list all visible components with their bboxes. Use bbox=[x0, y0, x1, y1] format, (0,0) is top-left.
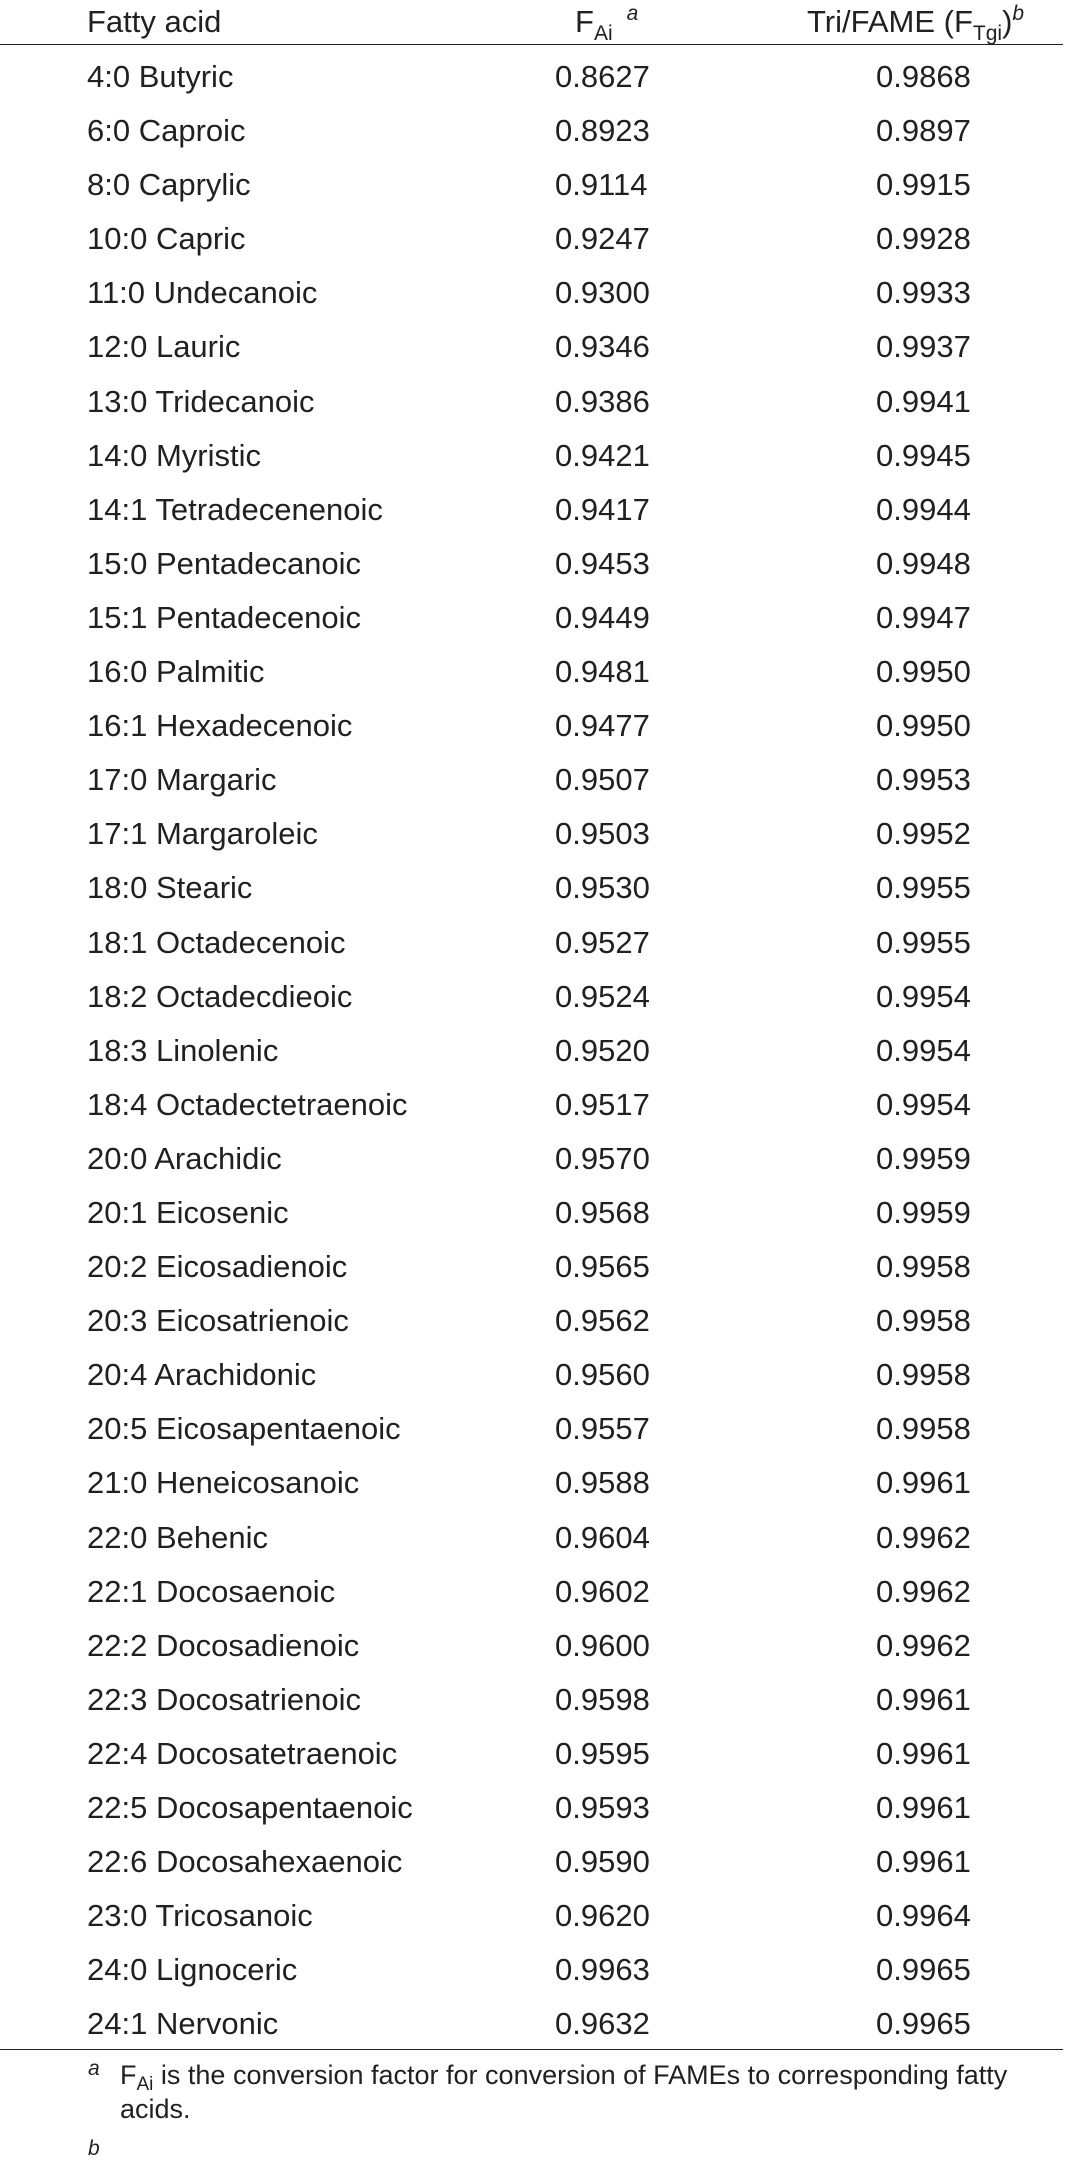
fatty-acid-cell: 21:0 Heneicosanoic bbox=[87, 1465, 360, 1501]
fai-cell: 0.9598 bbox=[555, 1681, 650, 1717]
table-row bbox=[0, 483, 1063, 537]
table-row bbox=[0, 699, 1063, 753]
fatty-acid-cell: 18:4 Octadectetraenoic bbox=[87, 1086, 408, 1122]
tri-fame-cell: 0.9933 bbox=[876, 275, 971, 311]
table-row bbox=[0, 1511, 1063, 1565]
fatty-acid-cell: 12:0 Lauric bbox=[87, 329, 241, 365]
table-row bbox=[0, 104, 1063, 158]
tri-fame-cell: 0.9952 bbox=[876, 816, 971, 852]
footnote-a-subscript: Ai bbox=[136, 2074, 154, 2095]
tri-fame-cell: 0.9954 bbox=[876, 1032, 971, 1068]
fai-cell: 0.8627 bbox=[555, 59, 650, 94]
tri-fame-cell: 0.9950 bbox=[876, 654, 971, 690]
table-row bbox=[0, 1727, 1063, 1781]
tri-fame-cell: 0.9961 bbox=[876, 1844, 971, 1880]
table-row bbox=[0, 861, 1063, 915]
table-row bbox=[0, 320, 1063, 374]
fai-cell: 0.9527 bbox=[555, 924, 650, 960]
tri-fame-cell: 0.9958 bbox=[876, 1411, 971, 1447]
fatty-acid-cell: 22:0 Behenic bbox=[87, 1519, 268, 1555]
table-body bbox=[0, 50, 1063, 2051]
fatty-acid-cell: 18:2 Octadecdieoic bbox=[87, 978, 353, 1014]
fai-cell: 0.9565 bbox=[555, 1249, 650, 1285]
table-row bbox=[0, 212, 1063, 266]
fai-cell: 0.9602 bbox=[555, 1573, 650, 1609]
fatty-acid-cell: 22:5 Docosapentaenoic bbox=[87, 1790, 413, 1825]
footnote-b-mark: b bbox=[88, 2137, 100, 2160]
header-fai-footnote-mark: a bbox=[626, 2, 639, 25]
table-row bbox=[0, 1943, 1063, 1997]
header-fai bbox=[575, 2, 639, 45]
fatty-acid-cell: 13:0 Tridecanoic bbox=[87, 383, 315, 419]
fatty-acid-cell: 15:0 Pentadecanoic bbox=[87, 545, 362, 581]
fatty-acid-cell: 22:1 Docosaenoic bbox=[87, 1573, 336, 1609]
header-fatty-acid bbox=[87, 2, 221, 42]
fai-cell: 0.9600 bbox=[555, 1627, 650, 1663]
header-tri-fame bbox=[807, 2, 1025, 45]
fai-cell: 0.9963 bbox=[555, 1952, 650, 1988]
table-row bbox=[0, 1781, 1063, 1835]
table-row bbox=[0, 1889, 1063, 1943]
tri-fame-cell: 0.9965 bbox=[876, 1952, 971, 1988]
tri-fame-cell: 0.9915 bbox=[876, 167, 971, 203]
tri-fame-cell: 0.9961 bbox=[876, 1790, 971, 1825]
fai-cell: 0.9247 bbox=[555, 221, 650, 257]
fatty-acid-cell: 14:0 Myristic bbox=[87, 437, 261, 473]
fai-cell: 0.9595 bbox=[555, 1735, 650, 1771]
table-row bbox=[0, 1402, 1063, 1456]
table-row bbox=[0, 970, 1063, 1024]
fai-cell: 0.9346 bbox=[555, 329, 650, 365]
fatty-acid-cell: 22:2 Docosadienoic bbox=[87, 1627, 360, 1663]
tri-fame-cell: 0.9958 bbox=[876, 1249, 971, 1285]
fai-cell: 0.9503 bbox=[555, 816, 650, 852]
fai-cell: 0.9517 bbox=[555, 1086, 650, 1122]
tri-fame-cell: 0.9959 bbox=[876, 1194, 971, 1230]
table-row bbox=[0, 1565, 1063, 1619]
fai-cell: 0.9604 bbox=[555, 1519, 650, 1555]
table-bottom-rule bbox=[0, 2049, 1063, 2050]
table-row bbox=[0, 1997, 1063, 2051]
table-row bbox=[0, 645, 1063, 699]
fai-cell: 0.9421 bbox=[555, 437, 650, 473]
tri-fame-cell: 0.9955 bbox=[876, 870, 971, 906]
fatty-acid-cell: 14:1 Tetradecenenoic bbox=[87, 491, 383, 527]
fatty-acid-cell: 20:2 Eicosadienoic bbox=[87, 1249, 348, 1285]
fatty-acid-cell: 20:4 Arachidonic bbox=[87, 1357, 317, 1393]
table-row bbox=[0, 375, 1063, 429]
tri-fame-cell: 0.9961 bbox=[876, 1465, 971, 1501]
fai-cell: 0.9590 bbox=[555, 1844, 650, 1880]
tri-fame-cell: 0.9953 bbox=[876, 762, 971, 798]
fatty-acid-cell: 22:6 Docosahexaenoic bbox=[87, 1844, 403, 1880]
header-tri-fame-subscript: Tgi bbox=[972, 22, 1003, 45]
fatty-acid-cell: 8:0 Caprylic bbox=[87, 167, 251, 203]
fai-cell: 0.9562 bbox=[555, 1303, 650, 1339]
footnote-a-main: F bbox=[120, 2060, 137, 2090]
fai-cell: 0.9560 bbox=[555, 1357, 650, 1393]
fatty-acid-cell: 18:3 Linolenic bbox=[87, 1032, 279, 1068]
table-row bbox=[0, 1835, 1063, 1889]
fatty-acid-cell: 15:1 Pentadecenoic bbox=[87, 599, 362, 635]
fai-cell: 0.9588 bbox=[555, 1465, 650, 1501]
fatty-acid-cell: 18:1 Octadecenoic bbox=[87, 924, 346, 960]
table-row bbox=[0, 1294, 1063, 1348]
tri-fame-cell: 0.9868 bbox=[876, 59, 971, 94]
fatty-acid-cell: 24:0 Lignoceric bbox=[87, 1952, 298, 1988]
fai-cell: 0.9386 bbox=[555, 383, 650, 419]
table-row bbox=[0, 1132, 1063, 1186]
table-row bbox=[0, 807, 1063, 861]
tri-fame-cell: 0.9944 bbox=[876, 491, 971, 527]
fai-cell: 0.9593 bbox=[555, 1790, 650, 1825]
fai-cell: 0.9568 bbox=[555, 1194, 650, 1230]
tri-fame-cell: 0.9961 bbox=[876, 1681, 971, 1717]
fai-cell: 0.9520 bbox=[555, 1032, 650, 1068]
table-row bbox=[0, 1024, 1063, 1078]
fatty-acid-cell: 22:3 Docosatrienoic bbox=[87, 1681, 361, 1717]
tri-fame-cell: 0.9964 bbox=[876, 1898, 971, 1934]
fai-cell: 0.9557 bbox=[555, 1411, 650, 1447]
table-row bbox=[0, 1456, 1063, 1510]
table-row bbox=[0, 1240, 1063, 1294]
fai-cell: 0.9481 bbox=[555, 654, 650, 690]
header-fatty-acid-label: Fatty acid bbox=[87, 4, 222, 39]
tri-fame-cell: 0.9962 bbox=[876, 1627, 971, 1663]
fai-cell: 0.9530 bbox=[555, 870, 650, 906]
fatty-acid-cell: 10:0 Capric bbox=[87, 221, 246, 257]
table-row bbox=[0, 158, 1063, 212]
fatty-acid-cell: 17:1 Margaroleic bbox=[87, 816, 318, 852]
table-row bbox=[0, 1186, 1063, 1240]
table-row bbox=[0, 916, 1063, 970]
footnote-a-text bbox=[120, 2058, 1080, 2126]
table-header bbox=[0, 0, 1063, 45]
header-tri-fame-close: ) bbox=[1002, 4, 1013, 39]
fai-cell: 0.9507 bbox=[555, 762, 650, 798]
table-row bbox=[0, 266, 1063, 320]
tri-fame-cell: 0.9954 bbox=[876, 1086, 971, 1122]
tri-fame-cell: 0.9958 bbox=[876, 1303, 971, 1339]
fatty-acid-cell: 17:0 Margaric bbox=[87, 762, 277, 798]
fai-cell: 0.9417 bbox=[555, 491, 650, 527]
fatty-acid-cell: 6:0 Caproic bbox=[87, 113, 246, 149]
tri-fame-cell: 0.9955 bbox=[876, 924, 971, 960]
tri-fame-cell: 0.9950 bbox=[876, 708, 971, 744]
tri-fame-cell: 0.9962 bbox=[876, 1519, 971, 1555]
tri-fame-cell: 0.9897 bbox=[876, 113, 971, 149]
fai-cell: 0.9449 bbox=[555, 599, 650, 635]
tri-fame-cell: 0.9962 bbox=[876, 1573, 971, 1609]
footnote-a-body: is the conversion factor for conversion of FAMEs to corresponding fatty acids. bbox=[120, 2060, 1008, 2124]
footnote-a-mark: a bbox=[88, 2057, 100, 2080]
tri-fame-cell: 0.9937 bbox=[876, 329, 971, 365]
tri-fame-cell: 0.9945 bbox=[876, 437, 971, 473]
tri-fame-cell: 0.9958 bbox=[876, 1357, 971, 1393]
table-row bbox=[0, 591, 1063, 645]
fai-cell: 0.9524 bbox=[555, 978, 650, 1014]
fai-cell: 0.8923 bbox=[555, 113, 650, 149]
table-row bbox=[0, 1673, 1063, 1727]
table-row bbox=[0, 50, 1063, 104]
fatty-acid-cell: 18:0 Stearic bbox=[87, 870, 253, 906]
fatty-acid-cell: 16:0 Palmitic bbox=[87, 654, 265, 690]
tri-fame-cell: 0.9954 bbox=[876, 978, 971, 1014]
table-row bbox=[0, 1348, 1063, 1402]
fai-cell: 0.9300 bbox=[555, 275, 650, 311]
fai-cell: 0.9453 bbox=[555, 545, 650, 581]
fai-cell: 0.9620 bbox=[555, 1898, 650, 1934]
header-fai-main: F bbox=[575, 4, 594, 39]
fatty-acid-cell: 20:3 Eicosatrienoic bbox=[87, 1303, 349, 1339]
tri-fame-cell: 0.9965 bbox=[876, 2006, 971, 2042]
fatty-acid-cell: 23:0 Tricosanoic bbox=[87, 1898, 313, 1934]
header-fai-subscript: Ai bbox=[593, 22, 613, 45]
fatty-acid-cell: 4:0 Butyric bbox=[87, 59, 234, 94]
tri-fame-cell: 0.9959 bbox=[876, 1140, 971, 1176]
header-tri-fame-footnote-mark: b bbox=[1012, 2, 1025, 25]
fai-cell: 0.9632 bbox=[555, 2006, 650, 2042]
fatty-acid-cell: 20:1 Eicosenic bbox=[87, 1194, 289, 1230]
tri-fame-cell: 0.9961 bbox=[876, 1735, 971, 1771]
header-tri-fame-main: Tri/FAME (F bbox=[807, 4, 973, 39]
fatty-acid-cell: 20:0 Arachidic bbox=[87, 1140, 282, 1176]
fatty-acid-cell: 20:5 Eicosapentaenoic bbox=[87, 1411, 401, 1447]
tri-fame-cell: 0.9947 bbox=[876, 599, 971, 635]
fatty-acid-cell: 11:0 Undecanoic bbox=[87, 275, 318, 311]
tri-fame-cell: 0.9948 bbox=[876, 545, 971, 581]
table-row bbox=[0, 429, 1063, 483]
fatty-acid-cell: 24:1 Nervonic bbox=[87, 2006, 279, 2042]
table-row bbox=[0, 753, 1063, 807]
fai-cell: 0.9570 bbox=[555, 1140, 650, 1176]
fai-cell: 0.9477 bbox=[555, 708, 650, 744]
tri-fame-cell: 0.9941 bbox=[876, 383, 971, 419]
fai-cell: 0.9114 bbox=[555, 167, 648, 203]
table-row bbox=[0, 537, 1063, 591]
tri-fame-cell: 0.9928 bbox=[876, 221, 971, 257]
table-row bbox=[0, 1619, 1063, 1673]
fatty-acid-cell: 16:1 Hexadecenoic bbox=[87, 708, 353, 744]
fatty-acid-cell: 22:4 Docosatetraenoic bbox=[87, 1735, 398, 1771]
table-row bbox=[0, 1078, 1063, 1132]
